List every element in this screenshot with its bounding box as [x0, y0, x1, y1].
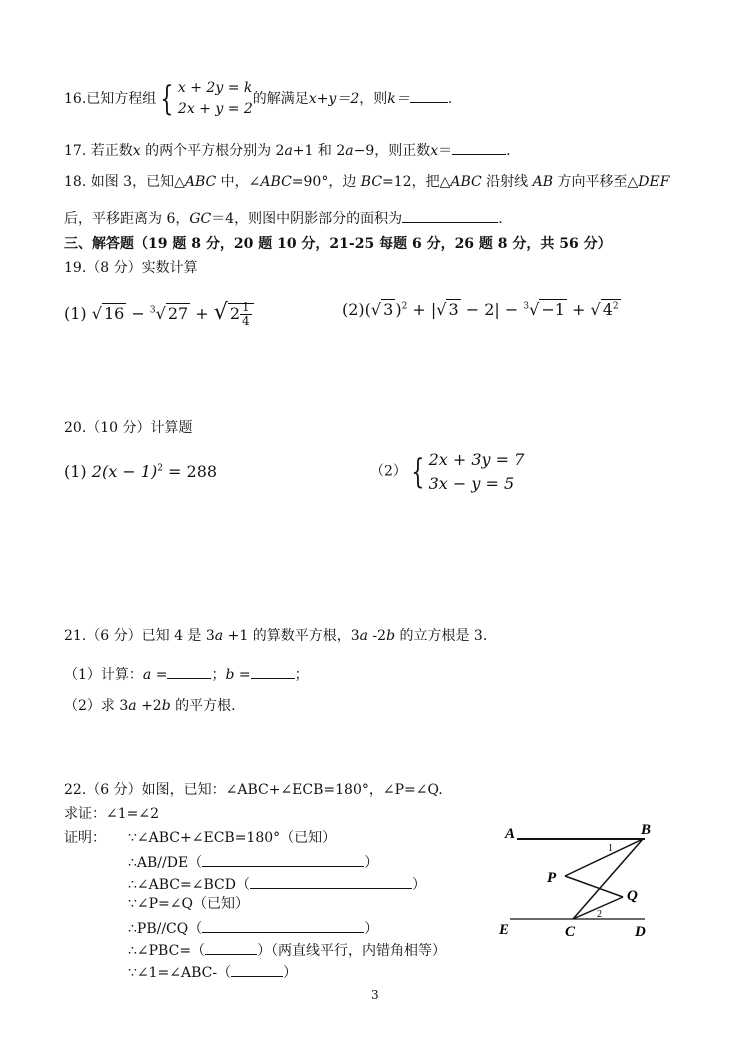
left-brace: {: [160, 79, 174, 119]
label-c: C: [565, 924, 576, 940]
plus-sign: +: [190, 304, 214, 323]
q22-geometry-figure: [495, 818, 665, 943]
proof-blank-1[interactable]: [202, 852, 364, 867]
q21-a: a: [128, 698, 137, 714]
proof-step-tail: ）: [364, 921, 379, 937]
q21-a: a: [142, 667, 152, 683]
proof-step-tail: ）（两直线平行，内错角相等）: [257, 943, 447, 959]
q21-text: （2）求 3: [64, 698, 129, 714]
q16-post: 的解满足: [252, 91, 309, 107]
q18-answer-blank[interactable]: [402, 208, 498, 223]
q17-text-c: +1 和 2: [292, 143, 346, 159]
q19-p2-label: (2): [342, 300, 365, 319]
segment-bp: [565, 839, 643, 876]
proof-step: [128, 962, 297, 982]
label-e: E: [499, 922, 510, 938]
abs-tail: − 2: [460, 300, 495, 319]
label-b: B: [641, 822, 652, 838]
q18-abc: ABC: [450, 174, 482, 190]
question-18-line2: [64, 208, 503, 228]
q21-b-answer-blank[interactable]: [251, 664, 295, 679]
proof-step-tail: ）: [411, 877, 426, 893]
q21-text: 21.（6 分）已知 4 是 3: [64, 628, 215, 644]
q17-text-e: ＝: [438, 143, 453, 159]
q21-b: b: [386, 628, 396, 644]
segment-pq: [565, 876, 623, 897]
base: 4: [602, 300, 613, 319]
proof-step: [128, 896, 249, 913]
q21-text: =: [151, 667, 168, 683]
q17-text-d: −9，则正数: [353, 143, 431, 159]
proof-step-text: ∴∠ABC=∠BCD（: [128, 877, 250, 893]
q21-b: b: [161, 698, 171, 714]
question-21-line1: [64, 628, 487, 645]
q17-text-b: 的两个平方根分别为 2: [140, 143, 285, 159]
sqrt-symbol: √: [91, 304, 102, 323]
sqrt-symbol: √: [370, 300, 382, 319]
q21-a-answer-blank[interactable]: [167, 664, 211, 679]
q20-header: 20.（10 分）计算题: [64, 420, 193, 436]
q19-part1: [64, 300, 254, 328]
sqrt-symbol: √: [213, 300, 228, 325]
numerator: 1: [242, 299, 250, 314]
sqrt-symbol: √: [529, 300, 540, 319]
label-p: P: [547, 870, 557, 886]
proof-step-tail: ）: [364, 855, 379, 871]
proof-step: [128, 830, 336, 847]
minus-sign: −: [126, 304, 150, 323]
fraction: [240, 301, 252, 328]
q18-text: 18. 如图 3，已知△: [64, 174, 185, 190]
cube-root-index: 3: [523, 301, 530, 312]
q21-text: 的立方根是 3.: [395, 628, 488, 644]
q21-text: （1）计算：: [64, 667, 143, 683]
q19-p2-radicand: [601, 299, 621, 319]
q20-part2: [370, 448, 524, 496]
q16-eq1: x + 2y = k: [177, 80, 253, 96]
proof-step-text: ∵∠1=∠ABC-（: [128, 965, 232, 981]
denominator: 4: [242, 314, 250, 328]
q18-abc: ABC: [184, 174, 217, 190]
q19-p1-label: (1): [64, 304, 87, 323]
q20-part1: [64, 462, 217, 481]
q18-text: 后，平移距离为 6，: [64, 211, 190, 227]
q17-a2: a: [345, 143, 354, 159]
q17-a1: a: [284, 143, 293, 159]
q19-p1-radicand: 16: [103, 304, 125, 323]
q18-text: ＝4，则图中阴影部分的面积为: [211, 211, 403, 227]
q18-text: 方向平移至△: [553, 174, 639, 190]
proof-blank-2[interactable]: [250, 874, 412, 889]
angle-2-label: 2: [597, 909, 602, 920]
q21-text: +2: [136, 698, 162, 714]
proof-blank-3[interactable]: [202, 918, 364, 933]
label-q: Q: [627, 888, 638, 904]
q21-a: a: [359, 628, 368, 644]
question-16: [64, 78, 452, 120]
plus-sign: +: [407, 300, 431, 319]
sqrt-symbol: √: [590, 300, 601, 319]
q21-text: ；: [294, 667, 309, 683]
exponent: 2: [401, 301, 408, 312]
q21-text: 的平方根.: [170, 698, 236, 714]
exponent: 2: [157, 463, 163, 474]
q20-eq2: 3x − y = 5: [428, 474, 515, 493]
q20-p2-label: （2）: [370, 463, 407, 480]
proof-blank-5[interactable]: [231, 962, 283, 977]
q17-answer-blank[interactable]: [452, 140, 506, 155]
cube-root-index: 3: [149, 305, 156, 316]
plus-sign: +: [566, 300, 591, 319]
q17-text-a: 17. 若正数: [64, 143, 133, 159]
q20-equation-system: [429, 448, 525, 496]
proof-step: [128, 874, 426, 894]
q16-condition: x+y＝2: [308, 91, 360, 107]
q18-text: 沿射线: [481, 174, 533, 190]
proof-step-text: ∵∠P=∠Q（已知）: [128, 896, 249, 912]
proof-step-text: ∴PB//CQ（: [128, 921, 203, 937]
q22-header: 22.（6 分）如图，已知：∠ABC+∠ECB=180°，∠P=∠Q.: [64, 782, 443, 798]
exponent: 2: [612, 301, 619, 312]
proof-step-text: ∵∠ABC+∠ECB=180°（已知）: [128, 830, 337, 846]
label-d: D: [635, 924, 646, 940]
q18-text: 中，∠: [216, 174, 261, 190]
q21-text: ；: [211, 667, 226, 683]
question-21-part2: [64, 698, 236, 715]
section-3-title: 三、解答题（19 题 8 分，20 题 10 分，21-25 每题 6 分，26 题 8 分，共 56 分）: [64, 236, 612, 252]
sqrt-symbol: √: [155, 304, 166, 323]
q16-eq2: 2x + y = 2: [177, 101, 253, 117]
proof-step-text: ∴AB//DE（: [128, 855, 203, 871]
label-a: A: [505, 826, 516, 842]
q21-text: -2: [367, 628, 387, 644]
question-21-part1: [64, 664, 309, 684]
q19-p2-radicand: −1: [541, 300, 565, 319]
q18-text: =12，把△: [382, 174, 451, 190]
q21-b: b: [225, 667, 235, 683]
q22-proof-label: 证明：: [64, 830, 106, 846]
q18-end: .: [498, 211, 503, 227]
q19-p1-radicand: 27: [167, 304, 189, 323]
proof-step-text: ∴∠PBC=（: [128, 943, 206, 959]
q17-end: .: [506, 143, 511, 159]
sqrt-symbol: √: [436, 300, 447, 319]
q19-part2: (2)(√ 3 )$^2$ + |√ 3 − 2| − $^3$√ −1 + √ $4^2$: [342, 300, 619, 319]
q18-def: DEF: [638, 174, 670, 190]
q20-p1-equation: 2(x − 1): [91, 462, 158, 481]
q18-abc: ABC: [260, 174, 292, 190]
q21-text: =: [234, 667, 251, 683]
q19-p2-radicand: 3: [448, 300, 459, 319]
q20-eq1: 2x + 3y = 7: [428, 450, 525, 469]
q16-equation-system: [178, 78, 253, 120]
q20-p1-label: (1): [64, 462, 87, 481]
page-number: 3: [371, 988, 379, 1002]
mixed-whole: 2: [229, 304, 240, 323]
q16-k: k＝: [387, 91, 410, 107]
q16-number: 16.: [64, 91, 87, 107]
q19-p1-mixed-number: [228, 299, 254, 328]
left-brace: {: [411, 452, 425, 492]
q18-ab: AB: [532, 174, 554, 190]
question-17: [64, 140, 511, 160]
proof-blank-4[interactable]: [205, 940, 257, 955]
minus-sign: −: [499, 300, 524, 319]
q16-ask: ，则: [359, 91, 388, 107]
proof-step: [128, 918, 378, 938]
q18-text: =90°，边: [291, 174, 361, 190]
q20-p1-rhs: = 288: [162, 462, 218, 481]
q17-x: x: [132, 143, 141, 159]
angle-1-label: 1: [608, 843, 613, 854]
proof-step: [128, 852, 378, 872]
proof-step-tail: ）: [283, 965, 298, 981]
q17-x2: x: [430, 143, 439, 159]
q19-header: 19.（8 分）实数计算: [64, 260, 198, 276]
q21-text: +1 的算数平方根，3: [223, 628, 360, 644]
proof-step: [128, 940, 446, 960]
q16-prefix: 已知方程组: [86, 91, 157, 107]
q18-gc: GC: [189, 211, 212, 227]
question-18-line1: [64, 174, 669, 191]
q19-p2-radicand: 3: [383, 300, 394, 319]
q16-end: .: [447, 91, 453, 107]
q22-prove: 求证：∠1=∠2: [64, 806, 160, 822]
q18-bc: BC: [360, 174, 383, 190]
q16-answer-blank[interactable]: [410, 88, 448, 103]
q21-a: a: [214, 628, 224, 644]
